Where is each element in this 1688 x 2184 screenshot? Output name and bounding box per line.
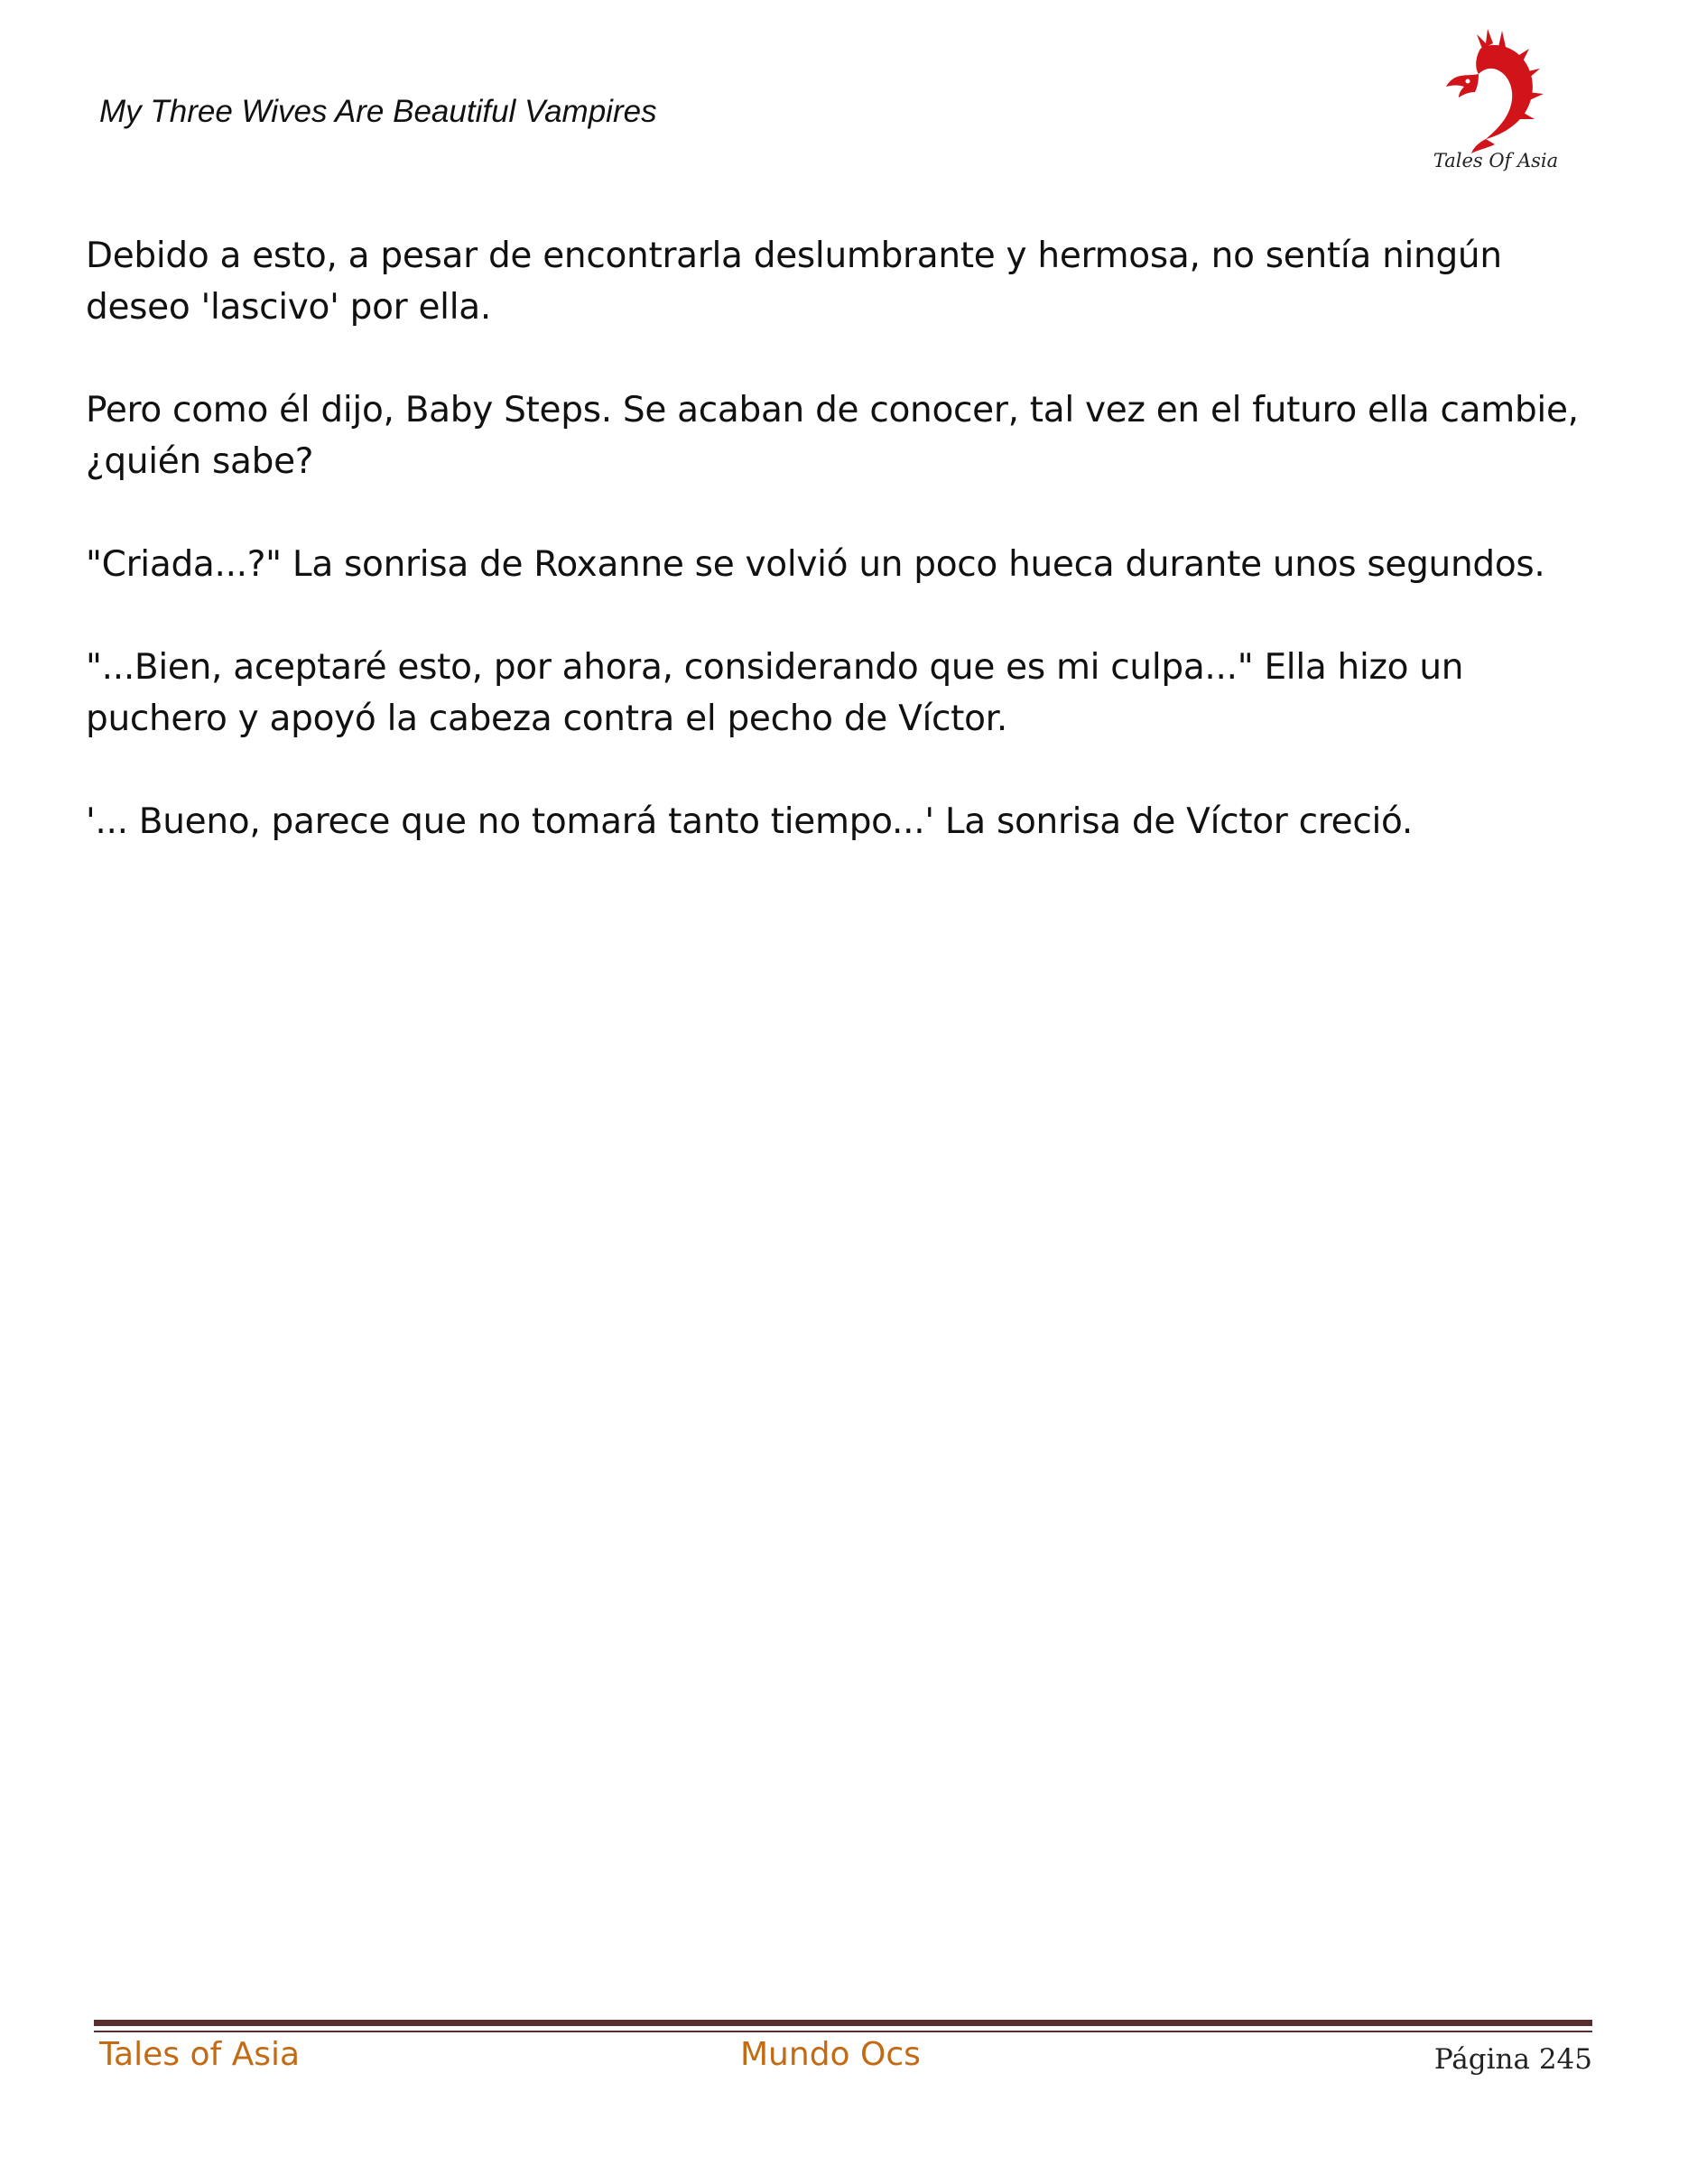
tales-of-asia-logo — [1428, 22, 1563, 184]
footer-section: Mundo Ocs — [740, 2036, 921, 2073]
paragraph: Pero como él dijo, Baby Steps. Se acaban de conocer, tal vez en el futuro ella cambie, ¿quién sabe? — [86, 390, 1579, 482]
paragraph: Debido a esto, a pesar de encontrarla deslumbrante y hermosa, no sentía ningún deseo 'lascivo' por ella. — [86, 236, 1502, 328]
paragraph: "Criada...?" La sonrisa de Roxanne se volvió un poco hueca durante unos segundos. — [86, 544, 1545, 585]
footer-divider — [94, 2020, 1592, 2026]
paragraph: '... Bueno, parece que no tomará tanto tiempo...' La sonrisa de Víctor creció. — [86, 801, 1413, 842]
page-number: Página 245 — [1433, 2043, 1592, 2076]
red-dragon-icon — [1428, 22, 1563, 157]
logo-text: Tales Of Asia — [1433, 150, 1559, 171]
header-book-title: My Three Wives Are Beautiful Vampires — [99, 94, 657, 129]
footer-publisher: Tales of Asia — [99, 2036, 301, 2073]
page-body — [86, 230, 1611, 899]
paragraph: "...Bien, aceptaré esto, por ahora, considerando que es mi culpa..." Ella hizo un puchero y apoyó la cabeza contra el pecho de Víctor. — [86, 647, 1464, 739]
footer-divider-thin — [94, 2031, 1592, 2032]
